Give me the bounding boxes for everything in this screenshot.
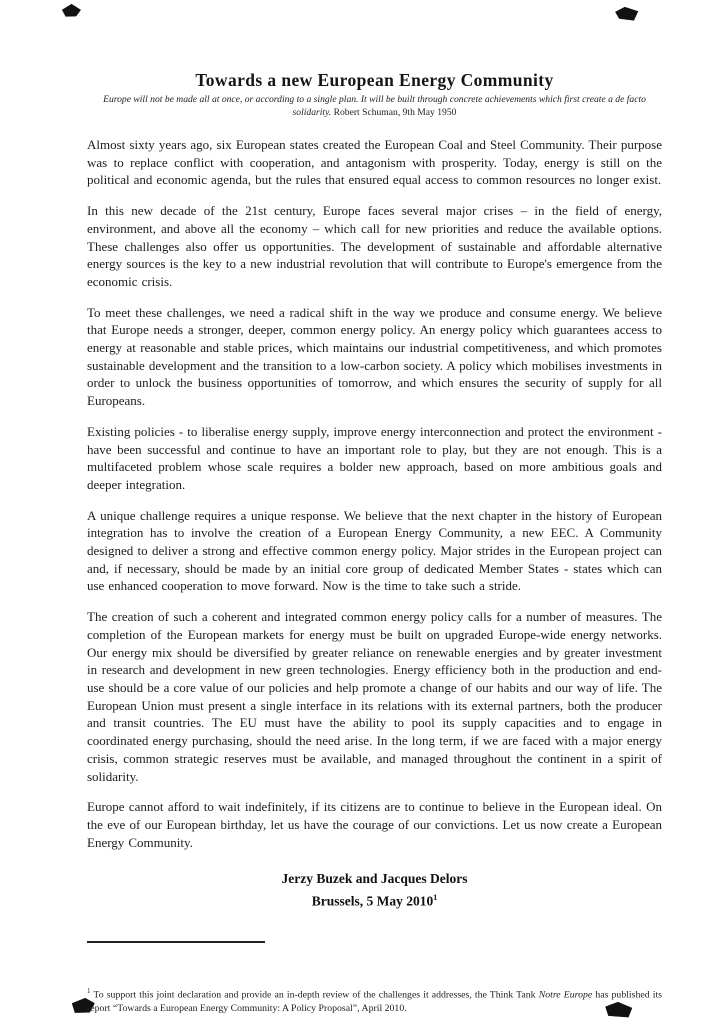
paragraph-1: Almost sixty years ago, six European states created the European Coal and Steel Community. Their purpose was to replace conflict with cooperation, and antagonism with prosperity. Today, energy is still on the political and economic agenda, but the rules that ensured equal access to common resources no longer exist.: [87, 137, 662, 188]
document-content: [87, 70, 662, 1025]
footnote: [87, 985, 662, 1015]
document-title: Towards a new European Energy Community: [195, 70, 554, 90]
epigraph-attribution: Robert Schuman, 9th May 1950: [331, 106, 457, 118]
footnote-text-before: To support this joint declaration and provide an in-depth review of the challenges it addresses, the Think Tank: [90, 989, 539, 1001]
scan-mark-top-left-icon: [61, 3, 82, 19]
scan-mark-top-right-icon: [614, 6, 638, 21]
paragraph-5: A unique challenge requires a unique response. We believe that the next chapter in the history of European integration has to involve the creation of a European Energy Community, a new EEC. A Community designed to deliver a strong and effective common energy policy. Major strides in the European project can and, if necessary, should be made by an initial core group of dedicated Member States - states which can use enhanced cooperation to move forward. Now is the time to take such a stride.: [87, 507, 662, 594]
signature-block: [87, 869, 662, 911]
epigraph-quote: Europe will not be made all at once, or according to a single plan. It will be built through concrete achievements which first create a de facto solidarity.: [103, 94, 646, 118]
signature-place-date: [87, 888, 662, 911]
footnote-text-after: has published its report “Towards a European Energy Community: A Policy Proposal”, April 2010.: [87, 989, 662, 1014]
signature-names: Jerzy Buzek and Jacques Delors: [281, 871, 468, 887]
signature-footnote-marker: 1: [433, 893, 438, 903]
footnote-marker: 1: [87, 986, 91, 995]
signature-date-text: Brussels, 5 May 2010: [311, 893, 434, 909]
paragraph-2: In this new decade of the 21st century, Europe faces several major crises – in the field of energy, environment, and above all the economy – which call for new priorities and reduce the available options. These challenges also offer us opportunities. The development of sustainable and affordable alternative energy sources is the key to a new industrial revolution that will contribute to Europe's emergence from the economic crisis.: [87, 203, 662, 289]
footnote-think-tank-name: Notre Europe: [538, 989, 593, 1001]
epigraph: [87, 94, 662, 119]
paragraph-7: Europe cannot afford to wait indefinitely, if its citizens are to continue to believe in the European ideal. On the eve of our European birthday, let us have the courage of our convictions. Let us now create a European Energy Community.: [87, 799, 662, 850]
paragraph-4: Existing policies - to liberalise energy supply, improve energy interconnection and protect the environment - have been successful and continue to have an important role to play, but they are not enough. This is a multifaceted problem whose scale requires a bolder new approach, based on more ambitious goals and deeper integration.: [87, 423, 662, 492]
paragraph-6: The creation of such a coherent and integrated common energy policy calls for a number of measures. The completion of the European markets for energy must be built on upgraded Europe-wide energy networks. Our energy mix should be diversified by greater reliance on renewable energies and by greater investment in research and development in new green technologies. Energy efficiency both in the production and end-use should be a core value of our policies and help promote a change of our habits and our way of life. The European Union must present a single interface in its relations with its external partners, both the producer and transit countries. The EU must have the ability to pool its supply capacities and to engage in coordinated energy purchasing, should the need arise. In the long term, if we are faced with a major energy crisis, common strategic reserves must be available, and managed throughout the continent in a spirit of solidarity.: [87, 609, 662, 784]
footnote-separator: [87, 941, 265, 943]
paragraph-3: To meet these challenges, we need a radical shift in the way we produce and consume energy. We believe that Europe needs a stronger, deeper, common energy policy. An energy policy which guarantees access to energy at reasonable and stable prices, which maintains our industrial competitiveness, and which promotes sustainable development and the transition to a low-carbon society. A policy which mobilises investments in order to unlock the business opportunities of tomorrow, and which ensures the security of supply for all Europeans.: [87, 304, 662, 409]
